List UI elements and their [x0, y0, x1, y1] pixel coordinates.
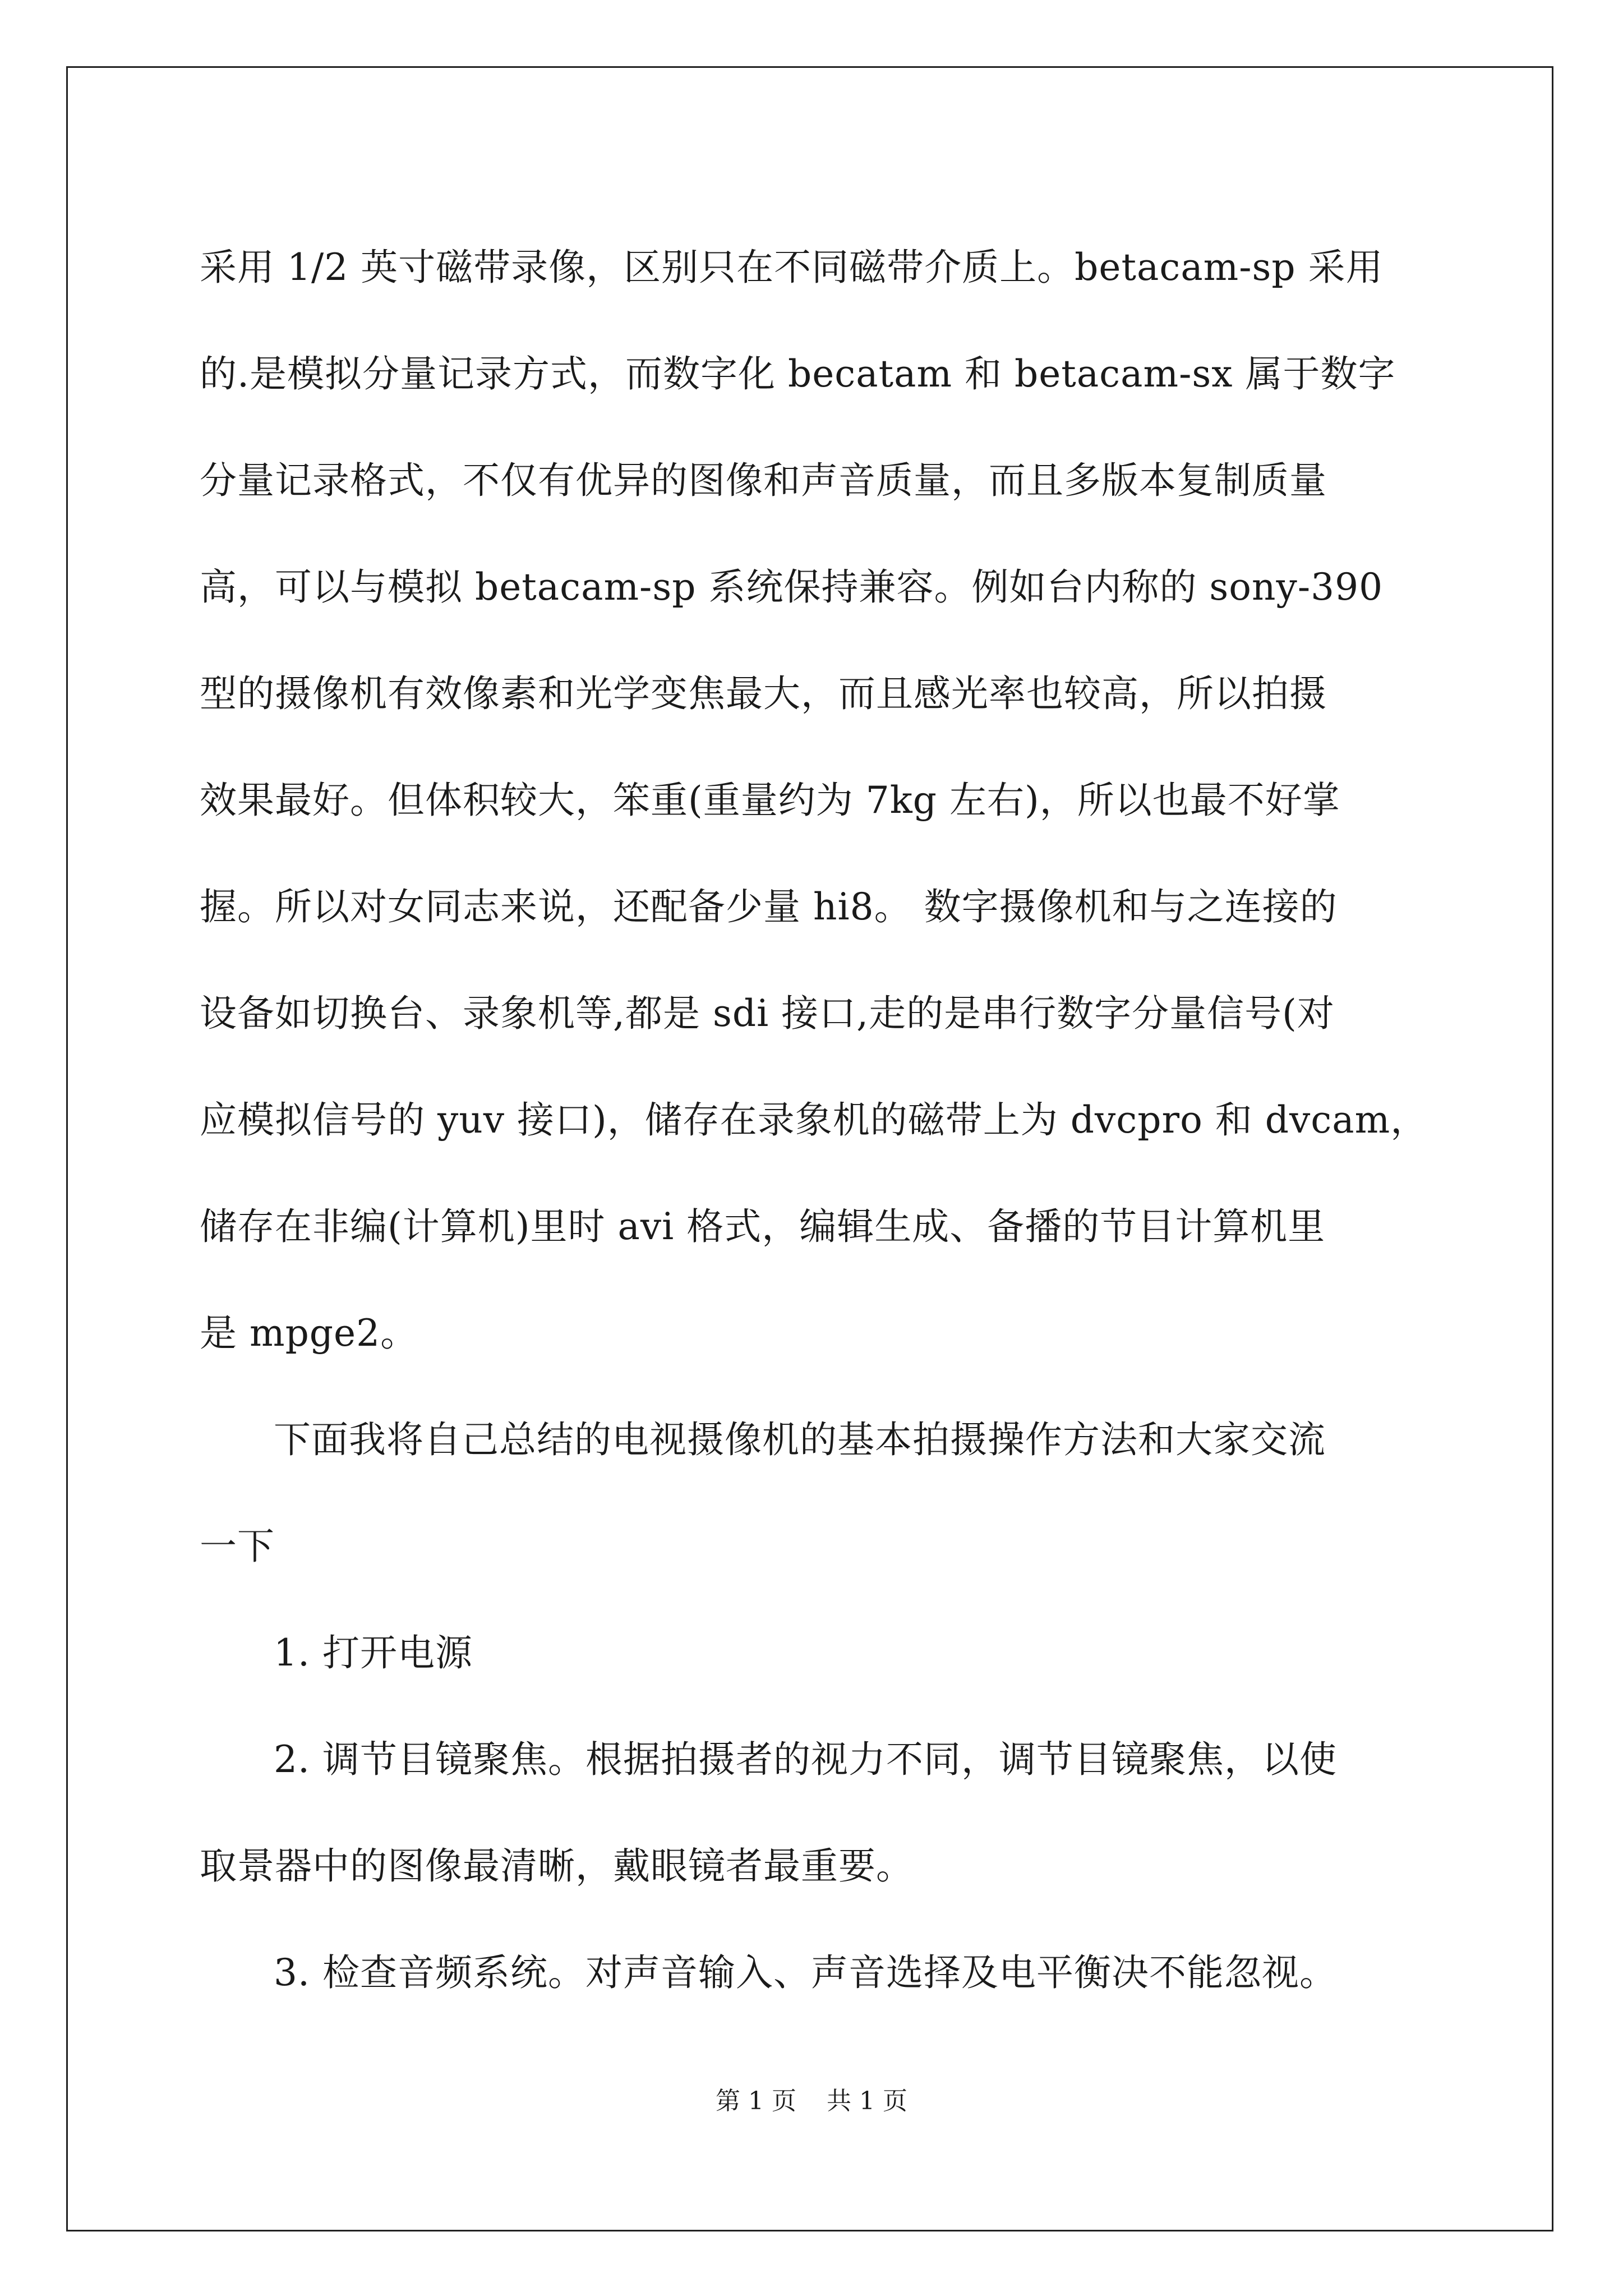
text-line: 型的摄像机有效像素和光学变焦最大，而且感光率也较高，所以拍摄 — [200, 672, 1327, 715]
text-line: 握。所以对女同志来说，还配备少量 hi8。 数字摄像机和与之连接的 — [200, 885, 1338, 928]
text-line: 2. 调节目镜聚焦。根据拍摄者的视力不同，调节目镜聚焦，以使 — [274, 1738, 1337, 1781]
page-number: 第 1 页 — [716, 2087, 796, 2115]
page-count: 共 1 页 — [827, 2087, 907, 2115]
paragraph-intro — [200, 1387, 1429, 1600]
text-line: 采用 1/2 英寸磁带录像，区别只在不同磁带介质上。betacam-sp 采用 — [200, 246, 1384, 289]
text-line: 1. 打开电源 — [274, 1631, 473, 1674]
step-3 — [200, 1920, 1429, 2026]
text-line: 是 mpge2。 — [200, 1312, 418, 1355]
page-footer — [0, 2085, 1623, 2118]
text-line: 设备如切换台、录象机等,都是 sdi 接口,走的是串行数字分量信号(对 — [200, 992, 1335, 1035]
step-1 — [200, 1600, 1429, 1706]
text-line: 效果最好。但体积较大，笨重(重量约为 7kg 左右)，所以也最不好掌 — [200, 779, 1340, 822]
text-line: 分量记录格式，不仅有优异的图像和声音质量，而且多版本复制质量 — [200, 459, 1327, 502]
text-line: 3. 检查音频系统。对声音输入、声音选择及电平衡决不能忽视。 — [274, 1951, 1337, 1994]
text-line: 的.是模拟分量记录方式，而数字化 becatam 和 betacam-sx 属于数字 — [200, 352, 1396, 395]
text-line: 取景器中的图像最清晰，戴眼镜者最重要。 — [200, 1844, 914, 1888]
text-line: 下面我将自己总结的电视摄像机的基本拍摄操作方法和大家交流 — [274, 1418, 1326, 1461]
step-2 — [200, 1706, 1429, 1920]
text-line: 一下 — [200, 1525, 275, 1568]
text-line: 高，可以与模拟 betacam-sp 系统保持兼容。例如台内称的 sony-390 — [200, 565, 1384, 609]
text-line: 应模拟信号的 yuv 接口)，储存在录象机的磁带上为 dvcpro 和 dvcam， — [200, 1098, 1428, 1142]
paragraph-formats — [200, 214, 1429, 1387]
document-body — [200, 214, 1429, 2026]
text-line: 储存在非编(计算机)里时 avi 格式，编辑生成、备播的节目计算机里 — [200, 1205, 1326, 1248]
